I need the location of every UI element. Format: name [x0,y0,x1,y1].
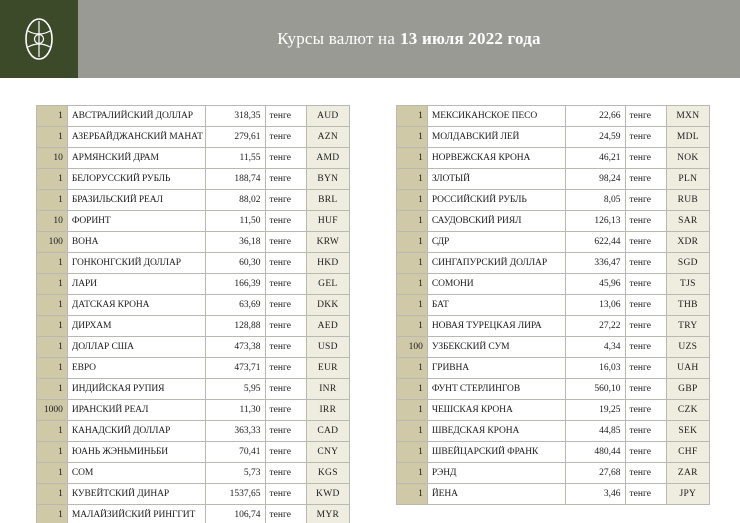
currency-unit: тенге [625,316,666,337]
table-row [37,400,350,421]
currency-code: AUD [306,106,349,127]
currency-name: ДОЛЛАР США [67,337,205,358]
currency-quantity: 1 [397,421,428,442]
currency-rate: 622,44 [565,232,625,253]
currency-name: ГРИВНА [427,358,565,379]
currency-name: СДР [427,232,565,253]
table-row [397,421,710,442]
currency-unit: тенге [625,400,666,421]
currency-code: TRY [666,316,709,337]
currency-rate: 128,88 [205,316,265,337]
currency-quantity: 1 [397,463,428,484]
rates-table-left [36,105,350,523]
currency-quantity: 100 [37,232,68,253]
currency-quantity: 1 [37,463,68,484]
currency-code: XDR [666,232,709,253]
table-row [397,148,710,169]
table-row [397,253,710,274]
table-row [37,505,350,523]
currency-name: ГОНКОНГСКИЙ ДОЛЛАР [67,253,205,274]
currency-quantity: 1 [37,190,68,211]
table-row [37,463,350,484]
page-title-date: 13 июля 2022 года [400,29,541,48]
rates-table-body-left [37,106,350,523]
currency-unit: тенге [265,295,306,316]
table-row [397,106,710,127]
table-row [37,169,350,190]
currency-name: ЙЕНА [427,484,565,505]
currency-rate: 36,18 [205,232,265,253]
currency-rate: 60,30 [205,253,265,274]
currency-quantity: 1 [397,274,428,295]
currency-name: НОРВЕЖСКАЯ КРОНА [427,148,565,169]
currency-rate: 560,10 [565,379,625,400]
currency-quantity: 1 [397,442,428,463]
currency-rate: 279,61 [205,127,265,148]
currency-unit: тенге [265,421,306,442]
currency-rate: 63,69 [205,295,265,316]
currency-code: HKD [306,253,349,274]
currency-code: MXN [666,106,709,127]
currency-name: ВОНА [67,232,205,253]
currency-quantity: 1 [397,106,428,127]
currency-name: ШВЕДСКАЯ КРОНА [427,421,565,442]
currency-quantity: 1 [37,379,68,400]
currency-name: ЕВРО [67,358,205,379]
currency-code: CHF [666,442,709,463]
currency-rate: 24,59 [565,127,625,148]
currency-unit: тенге [265,274,306,295]
table-row [397,337,710,358]
currency-quantity: 1 [37,274,68,295]
currency-code: PLN [666,169,709,190]
currency-rate: 19,25 [565,400,625,421]
currency-unit: тенге [265,379,306,400]
currency-unit: тенге [265,505,306,523]
currency-quantity: 1 [397,484,428,505]
table-row [397,127,710,148]
currency-name: ЮАНЬ ЖЭНЬМИНЬБИ [67,442,205,463]
currency-quantity: 10 [37,211,68,232]
currency-rate: 473,38 [205,337,265,358]
currency-quantity: 1 [397,400,428,421]
currency-unit: тенге [625,358,666,379]
currency-rate: 27,68 [565,463,625,484]
table-row [397,400,710,421]
currency-code: HUF [306,211,349,232]
table-row [37,316,350,337]
currency-quantity: 100 [397,337,428,358]
currency-name: ЗЛОТЫЙ [427,169,565,190]
currency-quantity: 1 [37,421,68,442]
currency-rate: 70,41 [205,442,265,463]
currency-unit: тенге [265,148,306,169]
currency-code: GBP [666,379,709,400]
currency-rate: 363,33 [205,421,265,442]
currency-unit: тенге [265,211,306,232]
currency-rate: 106,74 [205,505,265,523]
currency-code: MDL [666,127,709,148]
currency-name: ФОРИНТ [67,211,205,232]
currency-quantity: 10 [37,148,68,169]
table-row [37,274,350,295]
currency-name: ДИРХАМ [67,316,205,337]
currency-code: JPY [666,484,709,505]
currency-quantity: 1 [37,169,68,190]
currency-rate: 22,66 [565,106,625,127]
currency-rate: 318,35 [205,106,265,127]
currency-quantity: 1 [397,169,428,190]
currency-quantity: 1 [397,379,428,400]
table-row [37,295,350,316]
currency-unit: тенге [625,232,666,253]
currency-unit: тенге [625,337,666,358]
currency-name: МОЛДАВСКИЙ ЛЕЙ [427,127,565,148]
currency-name: СОМ [67,463,205,484]
table-row [397,190,710,211]
currency-unit: тенге [625,379,666,400]
currency-rate: 480,44 [565,442,625,463]
currency-rate: 27,22 [565,316,625,337]
currency-name: ДАТСКАЯ КРОНА [67,295,205,316]
currency-name: НОВАЯ ТУРЕЦКАЯ ЛИРА [427,316,565,337]
currency-quantity: 1 [397,253,428,274]
page-title [78,0,740,78]
currency-unit: тенге [625,253,666,274]
currency-rate: 126,13 [565,211,625,232]
currency-name: ЧЕШСКАЯ КРОНА [427,400,565,421]
currency-rate: 11,50 [205,211,265,232]
currency-rate: 88,02 [205,190,265,211]
currency-code: BRL [306,190,349,211]
table-row [37,379,350,400]
currency-unit: тенге [265,127,306,148]
table-row [397,463,710,484]
table-row [37,106,350,127]
currency-code: UAH [666,358,709,379]
currency-unit: тенге [265,253,306,274]
currency-name: СОМОНИ [427,274,565,295]
table-row [37,148,350,169]
currency-code: TJS [666,274,709,295]
currency-unit: тенге [265,316,306,337]
currency-quantity: 1000 [37,400,68,421]
currency-unit: тенге [625,484,666,505]
currency-rate: 166,39 [205,274,265,295]
table-row [37,442,350,463]
currency-unit: тенге [265,232,306,253]
currency-name: МЕКСИКАНСКОЕ ПЕСО [427,106,565,127]
currency-rate: 3,46 [565,484,625,505]
currency-name: АВСТРАЛИЙСКИЙ ДОЛЛАР [67,106,205,127]
currency-name: РЭНД [427,463,565,484]
table-row [37,421,350,442]
currency-unit: тенге [625,421,666,442]
currency-unit: тенге [625,463,666,484]
currency-code: KGS [306,463,349,484]
currency-quantity: 1 [397,316,428,337]
currency-rate: 188,74 [205,169,265,190]
currency-rate: 44,85 [565,421,625,442]
currency-code: RUB [666,190,709,211]
currency-quantity: 1 [37,358,68,379]
currency-rate: 11,30 [205,400,265,421]
currency-name: МАЛАЙЗИЙСКИЙ РИНГГИТ [67,505,205,523]
currency-unit: тенге [625,169,666,190]
currency-rate: 5,73 [205,463,265,484]
rates-table [36,105,350,523]
currency-rate: 1537,65 [205,484,265,505]
currency-name: БРАЗИЛЬСКИЙ РЕАЛ [67,190,205,211]
currency-unit: тенге [625,211,666,232]
table-row [37,253,350,274]
currency-code: GEL [306,274,349,295]
currency-code: AZN [306,127,349,148]
currency-quantity: 1 [397,295,428,316]
currency-name: РОССИЙСКИЙ РУБЛЬ [427,190,565,211]
table-row [397,211,710,232]
currency-code: BYN [306,169,349,190]
currency-quantity: 1 [397,127,428,148]
currency-code: AED [306,316,349,337]
currency-rate: 473,71 [205,358,265,379]
currency-code: USD [306,337,349,358]
currency-quantity: 1 [37,295,68,316]
currency-name: УЗБЕКСКИЙ СУМ [427,337,565,358]
table-row [37,484,350,505]
table-row [397,484,710,505]
currency-unit: тенге [625,190,666,211]
currency-quantity: 1 [397,358,428,379]
currency-quantity: 1 [397,211,428,232]
currency-unit: тенге [265,484,306,505]
currency-rate: 45,96 [565,274,625,295]
currency-code: KRW [306,232,349,253]
currency-rate: 98,24 [565,169,625,190]
rates-table-right [396,105,710,505]
table-row [37,337,350,358]
currency-unit: тенге [625,274,666,295]
currency-quantity: 1 [37,127,68,148]
currency-code: AMD [306,148,349,169]
currency-unit: тенге [265,337,306,358]
table-row [397,442,710,463]
emblem-icon [22,17,56,61]
currency-unit: тенге [265,400,306,421]
currency-quantity: 1 [37,505,68,523]
currency-rate: 336,47 [565,253,625,274]
currency-name: АЗЕРБАЙДЖАНСКИЙ МАНАТ [67,127,205,148]
currency-quantity: 1 [37,484,68,505]
currency-name: СИНГАПУРСКИЙ ДОЛЛАР [427,253,565,274]
currency-quantity: 1 [37,442,68,463]
currency-rate: 13,06 [565,295,625,316]
currency-name: ИРАНСКИЙ РЕАЛ [67,400,205,421]
currency-name: БЕЛОРУССКИЙ РУБЛЬ [67,169,205,190]
currency-name: ИНДИЙСКАЯ РУПИЯ [67,379,205,400]
currency-rate: 4,34 [565,337,625,358]
currency-quantity: 1 [37,253,68,274]
currency-name: САУДОВСКИЙ РИЯЛ [427,211,565,232]
currency-code: IRR [306,400,349,421]
currency-code: KWD [306,484,349,505]
currency-unit: тенге [265,463,306,484]
currency-code: EUR [306,358,349,379]
currency-code: CNY [306,442,349,463]
currency-name: БАТ [427,295,565,316]
currency-rate: 16,03 [565,358,625,379]
currency-unit: тенге [625,127,666,148]
currency-quantity: 1 [397,232,428,253]
table-row [37,190,350,211]
currency-code: ZAR [666,463,709,484]
currency-code: SAR [666,211,709,232]
currency-unit: тенге [265,190,306,211]
table-row [37,358,350,379]
table-row [37,211,350,232]
currency-code: CAD [306,421,349,442]
table-row [397,379,710,400]
rates-table [396,105,710,505]
currency-code: SGD [666,253,709,274]
table-row [37,232,350,253]
currency-unit: тенге [625,106,666,127]
currency-code: MYR [306,505,349,523]
currency-code: THB [666,295,709,316]
currency-rate: 11,55 [205,148,265,169]
currency-code: CZK [666,400,709,421]
currency-unit: тенге [265,358,306,379]
table-row [397,316,710,337]
table-row [37,127,350,148]
currency-code: UZS [666,337,709,358]
currency-quantity: 1 [397,190,428,211]
logo-container [0,0,78,78]
currency-unit: тенге [265,106,306,127]
currency-code: NOK [666,148,709,169]
currency-unit: тенге [625,442,666,463]
currency-name: КАНАДСКИЙ ДОЛЛАР [67,421,205,442]
currency-code: SEK [666,421,709,442]
table-row [397,295,710,316]
currency-name: КУВЕЙТСКИЙ ДИНАР [67,484,205,505]
table-row [397,169,710,190]
table-row [397,358,710,379]
currency-unit: тенге [265,442,306,463]
page-title-prefix: Курсы валют на [277,29,396,48]
currency-name: ЛАРИ [67,274,205,295]
currency-unit: тенге [625,148,666,169]
currency-code: DKK [306,295,349,316]
currency-quantity: 1 [37,106,68,127]
currency-quantity: 1 [37,337,68,358]
currency-quantity: 1 [37,316,68,337]
table-row [397,274,710,295]
currency-rate: 8,05 [565,190,625,211]
page-header [0,0,740,78]
table-row [397,232,710,253]
currency-name: ШВЕЙЦАРСКИЙ ФРАНК [427,442,565,463]
currency-rate: 5,95 [205,379,265,400]
rates-table-body-right [397,106,710,505]
currency-unit: тенге [625,295,666,316]
currency-quantity: 1 [397,148,428,169]
currency-rate: 46,21 [565,148,625,169]
currency-name: ФУНТ СТЕРЛИНГОВ [427,379,565,400]
currency-unit: тенге [265,169,306,190]
currency-name: АРМЯНСКИЙ ДРАМ [67,148,205,169]
currency-code: INR [306,379,349,400]
